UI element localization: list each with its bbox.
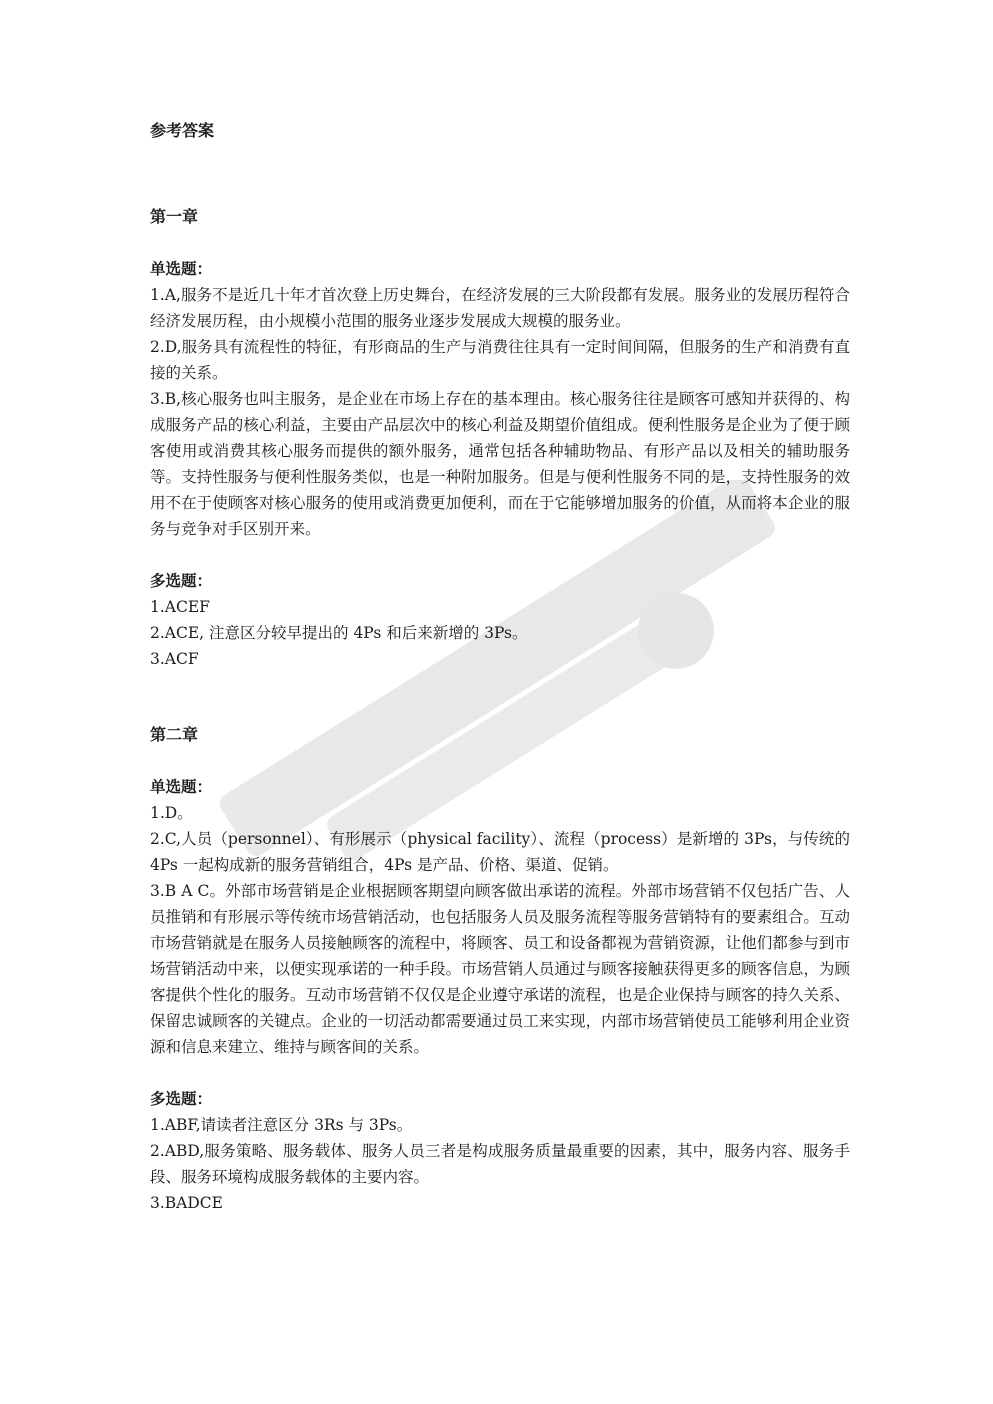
section-heading: 多选题：: [150, 571, 213, 590]
answer-item: 3.B,核心服务也叫主服务，是企业在市场上存在的基本理由。核心服务往往是顾客可感知并获得的、构成服务产品的核心利益，主要由产品层次中的核心利益及期望价值组成。便利性服务是企业为了便于顾客使用或消费其核心服务而提供的额外服务，通常包括各种辅助物品、有形产品以及相关的辅助服务等。支持性服务与便利性服务类似，也是一种附加服务。但是与便利性服务不同的是，支持性服务的效用不在于使顾客对核心服务的使用或消费更加便利，而在于它能够增加服务的价值，从而将本企业的服务与竞争对手区别开来。: [150, 390, 850, 538]
answer-item: 2.C,人员（personnel）、有形展示（physical facility）、流程（process）是新增的 3Ps，与传统的 4Ps 一起构成新的服务营销组合，4Ps 是产品、价格、渠道、促销。: [150, 830, 850, 874]
answer-item: 1.ACEF: [150, 598, 210, 616]
answer-item: 2.ACE, 注意区分较早提出的 4Ps 和后来新增的 3Ps。: [150, 624, 528, 642]
chapter-title: 第二章: [150, 725, 199, 744]
answer-item: 3.B A C。外部市场营销是企业根据顾客期望向顾客做出承诺的流程。外部市场营销不仅包括广告、人员推销和有形展示等传统市场营销活动，也包括服务人员及服务流程等服务营销特有的要素组合。互动市场营销就是在服务人员接触顾客的流程中，将顾客、员工和设备都视为营销资源，让他们都参与到市场营销活动中来，以便实现承诺的一种手段。市场营销人员通过与顾客接触获得更多的顾客信息，为顾客提供个性化的服务。互动市场营销不仅仅是企业遵守承诺的流程，也是企业保持与顾客的持久关系、保留忠诚顾客的关键点。企业的一切活动都需要通过员工来实现，内部市场营销使员工能够利用企业资源和信息来建立、维持与顾客间的关系。: [150, 882, 850, 1056]
document-title: 参考答案: [150, 121, 215, 140]
document-page: [150, 118, 850, 1266]
answer-item: 3.BADCE: [150, 1194, 223, 1212]
answer-item: 1.ABF,请读者注意区分 3Rs 与 3Ps。: [150, 1116, 413, 1134]
single-choice-section: [150, 774, 850, 1060]
chapter-1: [150, 204, 850, 672]
chapter-2: [150, 722, 850, 1216]
single-choice-section: [150, 256, 850, 542]
answer-item: 2.D,服务具有流程性的特征，有形商品的生产与消费往往具有一定时间间隔，但服务的生产和消费有直接的关系。: [150, 338, 850, 382]
answer-item: 1.D。: [150, 804, 193, 822]
section-heading: 单选题：: [150, 259, 213, 278]
answer-item: 3.ACF: [150, 650, 199, 668]
answer-item: 1.A,服务不是近几十年才首次登上历史舞台，在经济发展的三大阶段都有发展。服务业的发展历程符合经济发展历程，由小规模小范围的服务业逐步发展成大规模的服务业。: [150, 286, 850, 330]
section-heading: 多选题：: [150, 1089, 213, 1108]
multiple-choice-section: [150, 1086, 850, 1216]
section-heading: 单选题：: [150, 777, 213, 796]
answer-item: 2.ABD,服务策略、服务载体、服务人员三者是构成服务质量最重要的因素，其中，服务内容、服务手段、服务环境构成服务载体的主要内容。: [150, 1142, 850, 1186]
multiple-choice-section: [150, 568, 850, 672]
chapter-title: 第一章: [150, 207, 199, 226]
